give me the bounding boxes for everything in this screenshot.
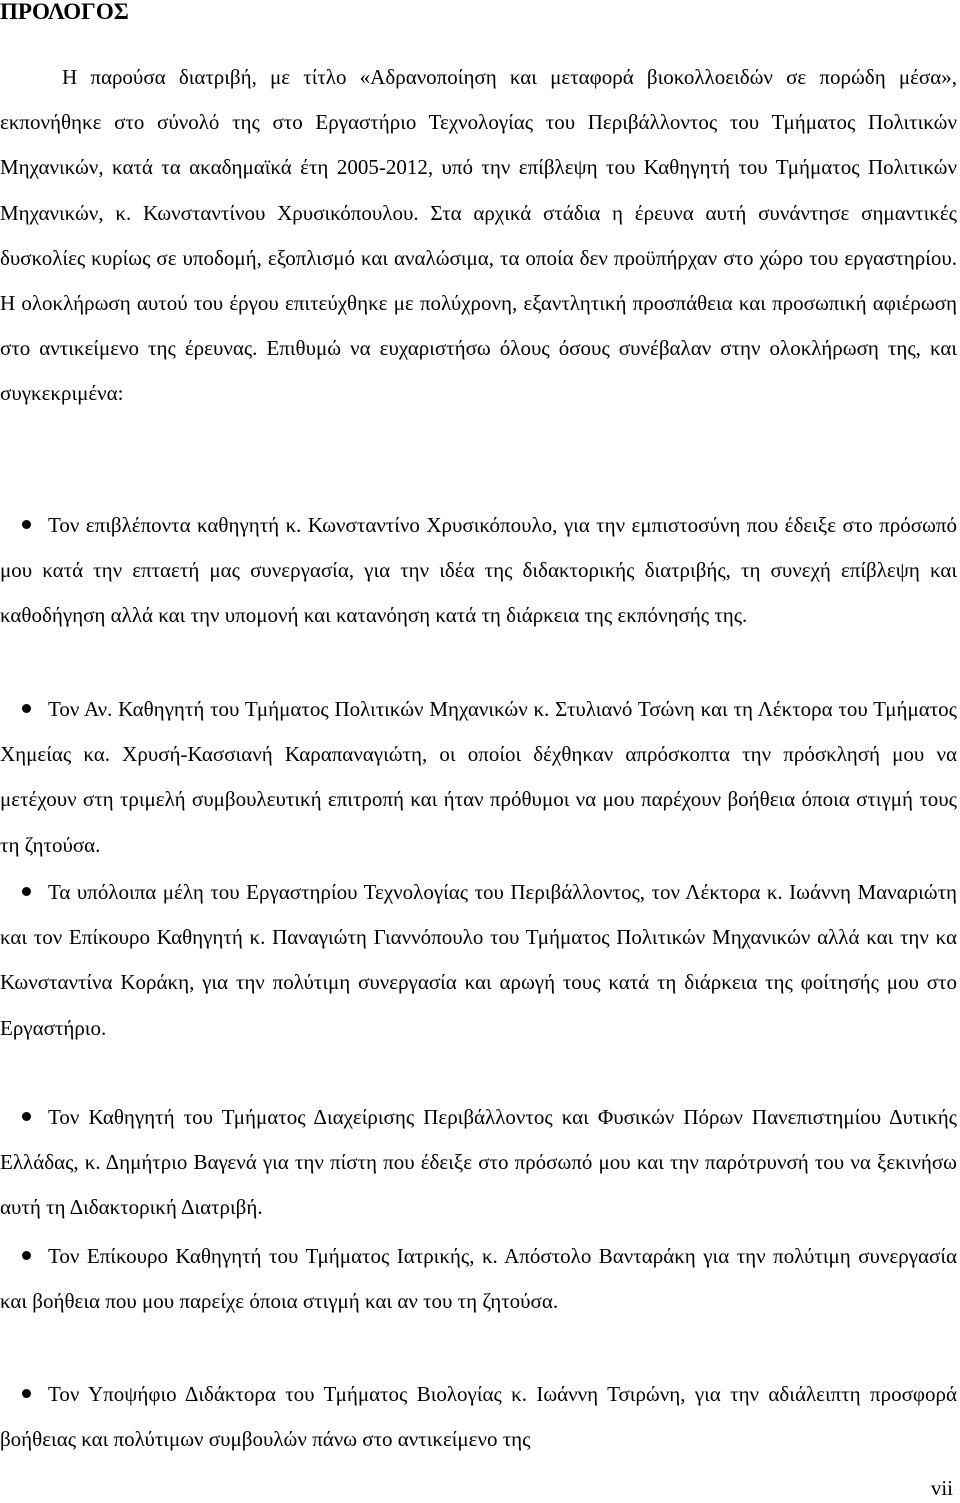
bullet-icon bbox=[22, 887, 31, 896]
acknowledgement-item-2 bbox=[0, 687, 957, 868]
bullet-icon bbox=[22, 520, 31, 529]
intro-paragraph: Η παρούσα διατριβή, με τίτλο «Αδρανοποίηση και μεταφορά βιοκολλοειδών σε πορώδη μέσα», εκπονήθηκε στο σύνολό της στο Εργαστήριο Τεχνολογίας του Περιβάλλοντος του Τμήματος Πολιτικών Μηχανικών, κατά τα ακαδημαϊκά έτη 2005-2012, υπό την επίβλεψη του Καθηγητή του Τμήματος Πολιτικών Μηχανικών, κ. Κωνσταντίνου Χρυσικόπουλου. Στα αρχικά στάδια η έρευνα αυτή συνάντησε σημαντικές δυσκολίες κυρίως σε υποδομή, εξοπλισμό και αναλώσιμα, τα οποία δεν προϋπήρχαν στο χώρο του εργαστηρίου. Η ολοκλήρωση αυτού του έργου επιτεύχθηκε με πολύχρονη, εξαντλητική προσπάθεια και προσωπική αφιέρωση στο αντικείμενο της έρευνας. Επιθυμώ να ευχαριστήσω όλους όσους συνέβαλαν στην ολοκλήρωση της, και συγκεκριμένα: bbox=[0, 65, 957, 406]
acknowledgement-text: Τα υπόλοιπα μέλη του Εργαστηρίου Τεχνολογίας του Περιβάλλοντος, τον Λέκτορα κ. Ιωάννη Μαναριώτη και τον Επίκουρο Καθηγητή κ. Παναγιώτη Γιαννόπουλο του Τμήματος Πολιτικών Μηχανικών αλλά και την κα Κωνσταντίνα Κοράκη, για την πολύτιμη συνεργασία και αρωγή τους κατά τη διάρκεια της φοίτησής μου στο Εργαστήριο. bbox=[0, 880, 957, 1040]
acknowledgement-item-1 bbox=[0, 503, 957, 639]
acknowledgement-item-3 bbox=[0, 870, 957, 1051]
bullet-icon bbox=[22, 704, 31, 713]
acknowledgement-item-6 bbox=[0, 1372, 957, 1462]
acknowledgement-text: Τον Καθηγητή του Τμήματος Διαχείρισης Περιβάλλοντος και Φυσικών Πόρων Πανεπιστημίου Δυτικής Ελλάδας, κ. Δημήτριο Βαγενά για την πίστη που έδειξε στο πρόσωπό μου και την παρότρυνσή του να ξεκινήσω αυτή τη Διδακτορική Διατριβή. bbox=[0, 1105, 957, 1220]
acknowledgement-text: Τον Αν. Καθηγητή του Τμήματος Πολιτικών Μηχανικών κ. Στυλιανό Τσώνη και τη Λέκτορα του Τμήματος Χημείας κα. Χρυσή-Κασσιανή Καραπαναγιώτη, οι οποίοι δέχθηκαν απρόσκοπτα την πρόσκλησή μου να μετέχουν στη τριμελή συμβουλευτική επιτροπή και ήταν πρόθυμοι να μου παρέχουν βοήθεια όποια στιγμή τους τη ζητούσα. bbox=[0, 697, 957, 857]
acknowledgement-text: Τον Υποψήφιο Διδάκτορα του Τμήματος Βιολογίας κ. Ιωάννη Τσιρώνη, για την αδιάλειπτη προσφορά βοήθειας και πολύτιμων συμβουλών πάνω στο αντικείμενο της bbox=[0, 1382, 957, 1452]
bullet-icon bbox=[22, 1389, 31, 1398]
page-heading: ΠΡΟΛΟΓΟΣ bbox=[0, 0, 129, 24]
bullet-icon bbox=[22, 1112, 31, 1121]
acknowledgement-item-4 bbox=[0, 1095, 957, 1231]
bullet-icon bbox=[22, 1251, 31, 1260]
page-number: vii bbox=[930, 1476, 953, 1500]
acknowledgement-item-5 bbox=[0, 1234, 957, 1324]
acknowledgement-text: Τον Επίκουρο Καθηγητή του Τμήματος Ιατρικής, κ. Απόστολο Βανταράκη για την πολύτιμη συνεργασία και βοήθεια που μου παρείχε όποια στιγμή και αν του τη ζητούσα. bbox=[0, 1244, 957, 1314]
acknowledgement-text: Τον επιβλέποντα καθηγητή κ. Κωνσταντίνο Χρυσικόπουλο, για την εμπιστοσύνη που έδειξε στο πρόσωπό μου κατά την επταετή μας συνεργασία, για την ιδέα της διδακτορικής διατριβής, τη συνεχή επίβλεψη και καθοδήγηση αλλά και την υπομονή και κατανόηση κατά τη διάρκεια της εκπόνησής της. bbox=[0, 513, 957, 628]
